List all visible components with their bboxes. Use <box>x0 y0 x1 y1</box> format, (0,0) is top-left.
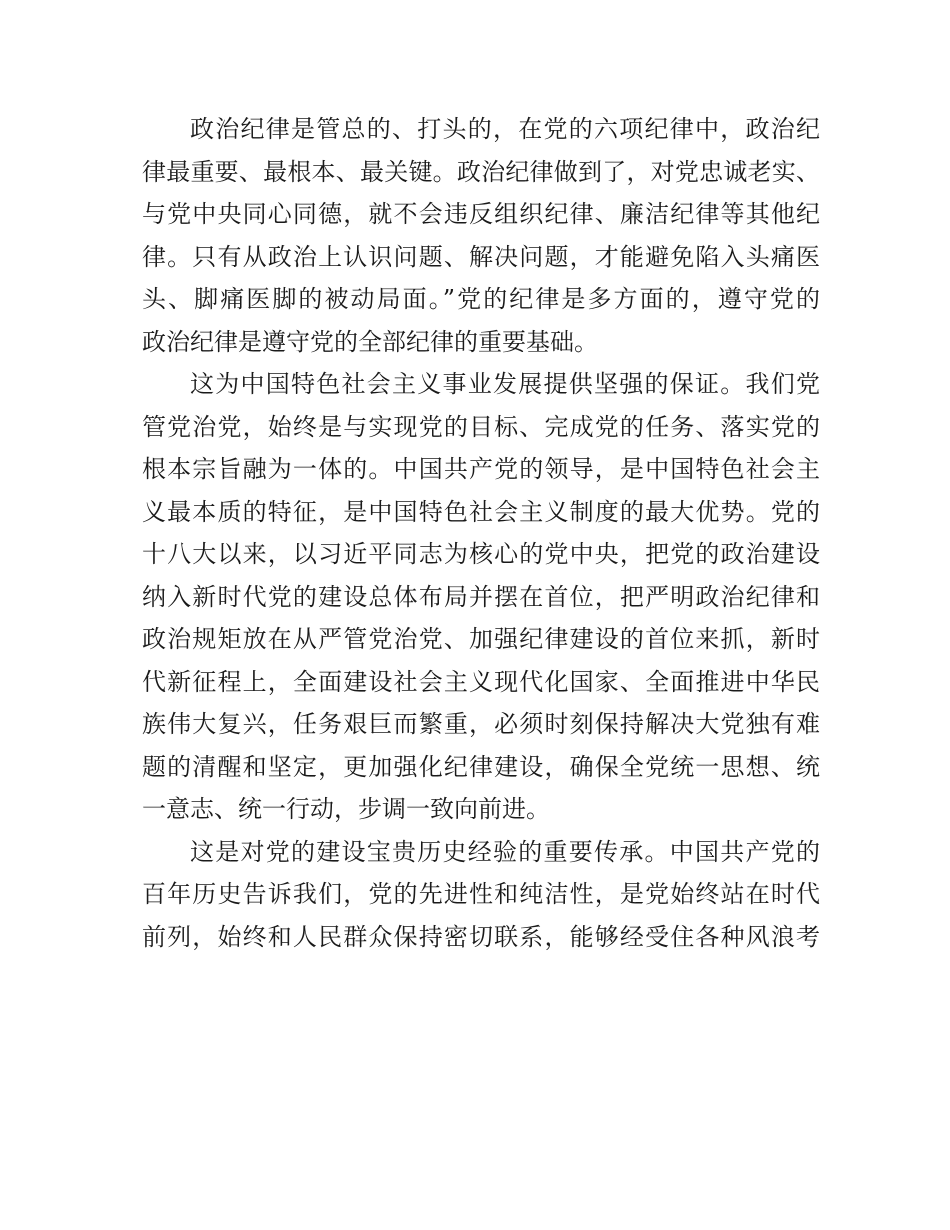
text-line: 政治纪律是管总的、打头的，在党的六项纪律中，政治纪 <box>190 115 820 143</box>
text-line: 管党治党，始终是与实现党的目标、完成党的任务、落实党的 <box>142 412 820 441</box>
text-line: 十八大以来，以习近平同志为核心的党中央，把党的政治建设 <box>142 540 820 568</box>
text-line: 与党中央同心同德，就不会违反组织纪律、廉洁纪律等其他纪 <box>142 200 820 228</box>
text-line: 头、脚痛医脚的被动局面。”党的纪律是多方面的，遵守党的 <box>142 285 820 313</box>
text-line: 义最本质的特征，是中国特色社会主义制度的最大优势。党的 <box>142 497 820 526</box>
text-line: 题的清醒和坚定，更加强化纪律建设，确保全党统一思想、统 <box>142 752 820 781</box>
text-line: 纳入新时代党的建设总体布局并摆在首位，把严明政治纪律和 <box>142 582 820 611</box>
text-line: 这为中国特色社会主义事业发展提供坚强的保证。我们党 <box>190 370 820 398</box>
text-line: 律。只有从政治上认识问题、解决问题，才能避免陷入头痛医 <box>142 242 820 271</box>
text-line: 代新征程上，全面建设社会主义现代化国家、全面推进中华民 <box>142 667 820 696</box>
paragraph-3 <box>142 831 820 959</box>
text-line: 政治规矩放在从严管党治党、加强纪律建设的首位来抓，新时 <box>142 625 820 653</box>
text-line: 族伟大复兴，任务艰巨而繁重，必须时刻保持解决大党独有难 <box>142 710 820 738</box>
paragraph-1 <box>142 108 820 363</box>
paragraph-2 <box>142 363 820 831</box>
text-line: 前列，始终和人民群众保持密切联系，能够经受住各种风浪考 <box>142 922 820 951</box>
document-body <box>142 108 820 958</box>
text-line: 百年历史告诉我们，党的先进性和纯洁性，是党始终站在时代 <box>142 880 820 908</box>
text-line: 政治纪律是遵守党的全部纪律的重要基础。 <box>142 327 598 356</box>
text-line: 这是对党的建设宝贵历史经验的重要传承。中国共产党的 <box>190 837 820 866</box>
text-line: 一意志、统一行动，步调一致向前进。 <box>142 795 550 823</box>
text-line: 律最重要、最根本、最关键。政治纪律做到了，对党忠诚老实、 <box>142 157 820 186</box>
text-line: 根本宗旨融为一体的。中国共产党的领导，是中国特色社会主 <box>142 455 820 483</box>
